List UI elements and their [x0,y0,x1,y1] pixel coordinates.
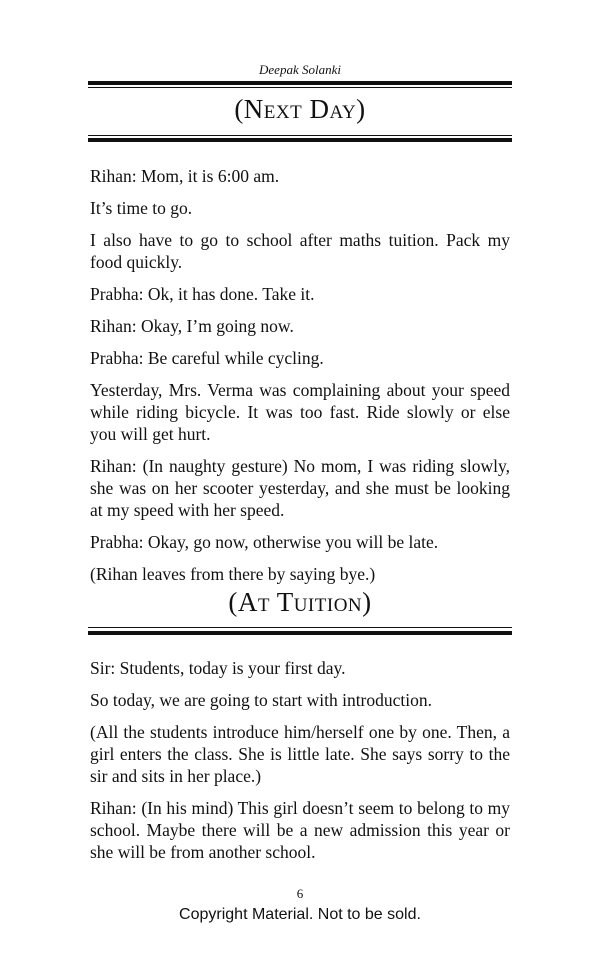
copyright-notice: Copyright Material. Not to be sold. [179,906,421,923]
heading-rule-thin [88,627,512,628]
paragraph: Rihan: Okay, I’m going now. [90,316,294,336]
section-body-at-tuition [90,657,510,873]
header-rule-thin [88,87,512,88]
paragraph: Rihan: Mom, it is 6:00 am. [90,166,280,186]
paragraph: (All the students introduce him/herself one by one. Then, a girl enters the class. She is little late. She says sorry to the sir and sits in her place.) [90,722,510,786]
header-rule-thick [88,81,512,85]
running-header-author: Deepak Solanki [259,62,341,77]
paragraph: I also have to go to school after maths tuition. Pack my food quickly. [90,230,510,272]
page-number: 6 [296,886,304,901]
heading-rule-thick [88,138,512,142]
heading-rule-thick [88,631,512,635]
paragraph: Prabha: Okay, go now, otherwise you will be late. [90,532,439,552]
paragraph: So today, we are going to start with introduction. [90,690,433,710]
paragraph: Rihan: (In naughty gesture) No mom, I was riding slowly, she was on her scooter yesterday, and she must be looking at my speed with her speed. [90,456,510,520]
heading-rule-thin [88,135,512,136]
paragraph: Rihan: (In his mind) This girl doesn’t seem to belong to my school. Maybe there will be a new admission this year or she will be from another school. [90,798,510,862]
section-body-next-day [90,165,510,595]
paragraph: Sir: Students, today is your first day. [90,658,346,678]
paragraph: Yesterday, Mrs. Verma was complaining about your speed while riding bicycle. It was too fast. Ride slowly or else you will get hurt. [90,380,510,444]
section-heading-at-tuition: (At Tuition) [228,587,372,617]
paragraph: Prabha: Be careful while cycling. [90,348,324,368]
paragraph: It’s time to go. [90,198,193,218]
paragraph: Prabha: Ok, it has done. Take it. [90,284,315,304]
paragraph: (Rihan leaves from there by saying bye.) [90,564,376,584]
section-heading-next-day: (Next Day) [234,94,366,124]
